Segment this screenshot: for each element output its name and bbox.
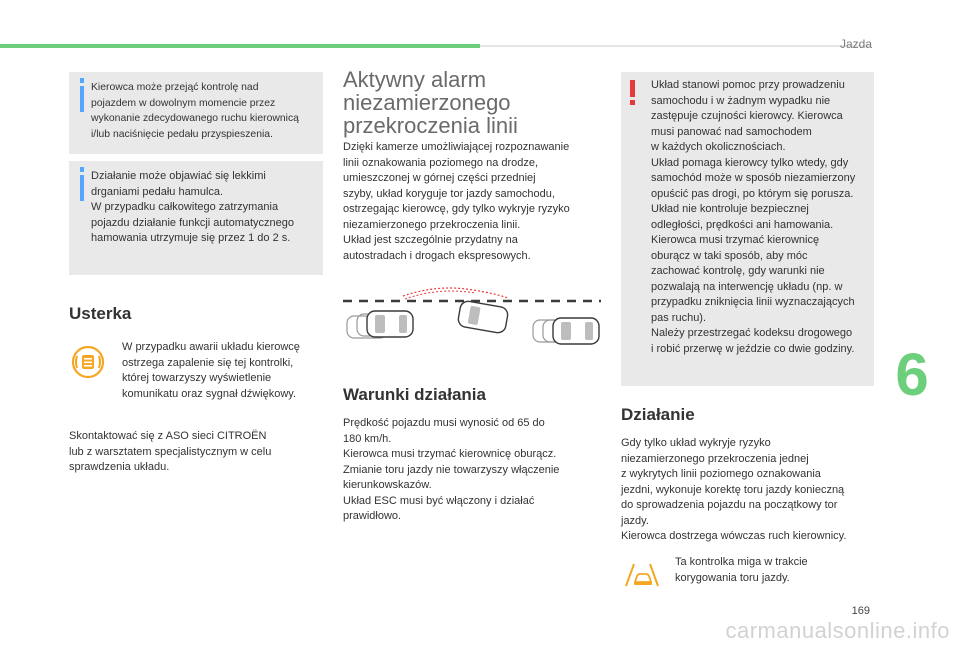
warning-box xyxy=(621,72,874,386)
info-icon xyxy=(80,167,84,201)
fault-warning-lamp-icon xyxy=(70,344,106,380)
lane-keeping-illustration xyxy=(343,282,601,350)
operation-heading: Działanie xyxy=(621,405,695,424)
info-box-override xyxy=(69,72,323,154)
watermark: carmanualsonline.info xyxy=(725,618,950,643)
info-box-text: Kierowca może przejąć kontrolę nad pojazdem w dowolnym momencie przez wykonanie zdecydowanego ruchu kierownicą i/lub naciśnięcie pedału przyspieszenia. xyxy=(91,82,299,140)
contact-text: Skontaktować się z ASO sieci CITROËN lub z warsztatem specjalistycznym w celu sprawdzenia układu. xyxy=(69,430,272,473)
conditions-heading: Warunki działania xyxy=(343,385,486,404)
fault-text: W przypadku awarii układu kierowcę ostrzega zapalenie się tej kontrolki, której towarzyszy wyświetlenie komunikatu oraz sygnał dźwiękowy. xyxy=(122,341,300,400)
warning-exclamation-icon xyxy=(627,78,639,108)
intro-text: Dzięki kamerze umożliwiającej rozpoznawanie linii oznakowania poziomego na drodze, umieszczonej w górnej części przedniej szyby, układ koryguje tor jazdy samochodu, ostrzegając kierowcę, gdy tylko wykryje ryzyko niezamierzonego przekroczenia linii. Układ jest szczególnie przydatny na autostradach i drogach ekspresowych. xyxy=(343,141,570,262)
header-divider xyxy=(480,45,870,47)
info-box-braking xyxy=(69,161,323,275)
header-accent-bar xyxy=(0,44,480,48)
chapter-number: 6 xyxy=(890,343,934,407)
lane-departure-lamp-icon xyxy=(624,562,660,588)
operation-text: Gdy tylko układ wykryje ryzyko niezamierzonego przekroczenia jednej z wykrytych linii poziomego oznakowania jezdni, wykonuje korektę toru jazdy konieczną do sprowadzenia pojazdu na początkowy tor jazdy. Kierowca dostrzega wówczas ruch kierownicy. xyxy=(621,437,847,542)
section-title: Jazda xyxy=(839,37,872,51)
fault-heading: Usterka xyxy=(69,304,132,323)
info-box-text: Działanie może objawiać się lekkimi drganiami pedału hamulca. W przypadku całkowitego zatrzymania pojazdu działanie funkcji automatycznego hamowania utrzymuje się przez 1 do 2 s. xyxy=(91,170,295,244)
page-title: Aktywny alarm niezamierzonego przekroczenia linii xyxy=(343,67,518,138)
conditions-text: Prędkość pojazdu musi wynosić od 65 do 180 km/h. Kierowca musi trzymać kierownicę oburącz. Zmianie toru jazdy nie towarzyszy włączenie kierunkowskazów. Układ ESC musi być włączony i działać prawidłowo. xyxy=(343,417,560,522)
warning-box-text: Układ stanowi pomoc przy prowadzeniu samochodu i w żadnym wypadku nie zastępuje czujności kierowcy. Kierowca musi panować nad samochodem w każdych okolicznościach. Układ pomaga kierowcy tylko wtedy, gdy samochód może w sposób niezamierzony opuścić pas drogi, po którym się porusza. Układ nie kontroluje bezpiecznej odległości, prędkości ani hamowania. Kierowca musi trzymać kierownicę oburącz w taki sposób, aby móc zachować kontrolę, gdy warunki nie pozwalają na interwencję układu (np. w przypadku zniknięcia linii wyznaczających pas ruchu). Należy przestrzegać kodeksu drogowego i robić przerwę w jeździe co dwie godziny. xyxy=(651,79,856,355)
page-number: 169 xyxy=(851,605,870,617)
lamp-text: Ta kontrolka miga w trakcie korygowania toru jazdy. xyxy=(675,556,808,584)
info-icon xyxy=(80,78,84,112)
